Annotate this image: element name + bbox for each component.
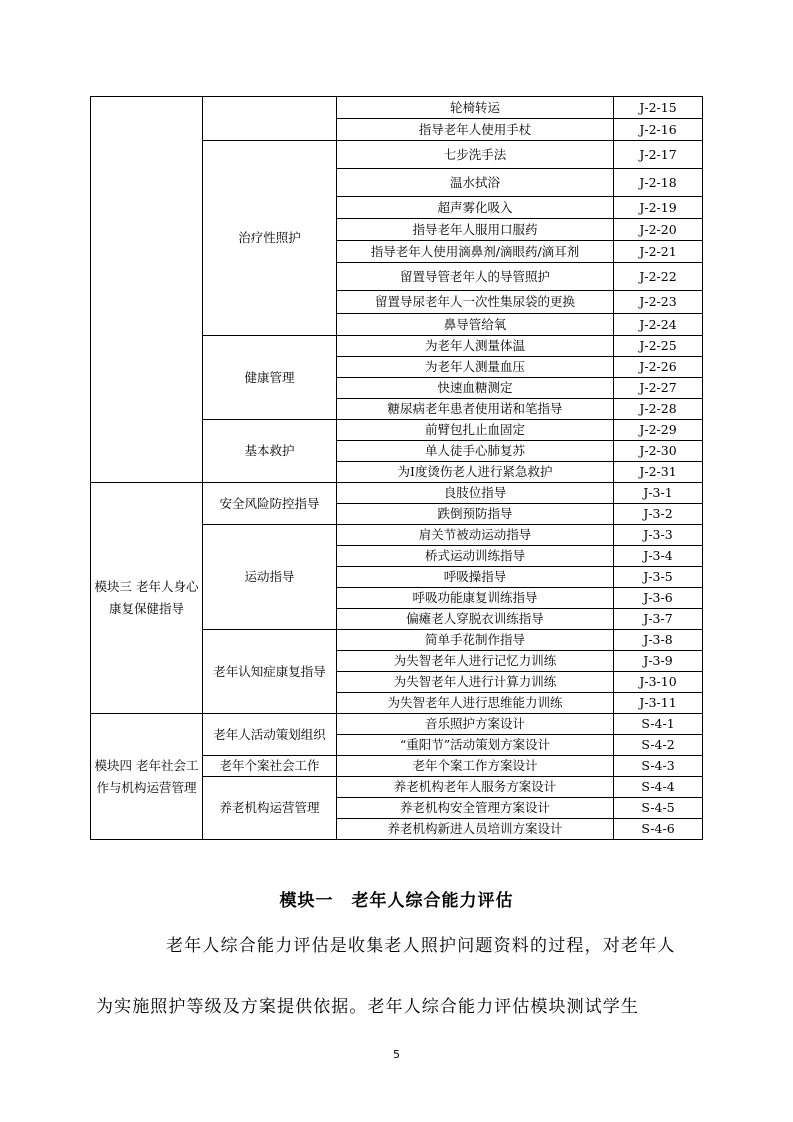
code-cell: J-3-5 <box>614 567 703 588</box>
group-cell: 老年个案社会工作 <box>203 756 337 777</box>
item-cell: 留置导尿老年人一次性集尿袋的更换 <box>337 291 614 314</box>
table-row <box>91 97 703 119</box>
code-cell: J-3-6 <box>614 588 703 609</box>
item-cell: 为失智老年人进行计算力训练 <box>337 672 614 693</box>
item-cell: 呼吸操指导 <box>337 567 614 588</box>
code-cell: J-2-22 <box>614 263 703 291</box>
code-cell: J-2-20 <box>614 219 703 241</box>
group-cell: 安全风险防控指导 <box>203 483 337 525</box>
body-paragraph-line-1: 老年人综合能力评估是收集老人照护问题资料的过程，对老年人 <box>166 936 676 956</box>
item-cell: 为失智老年人进行记忆力训练 <box>337 651 614 672</box>
page-number: 5 <box>393 1048 400 1061</box>
item-cell: 音乐照护方案设计 <box>337 714 614 735</box>
item-cell: 糖尿病老年患者使用诺和笔指导 <box>337 399 614 420</box>
item-cell: 温水拭浴 <box>337 169 614 197</box>
code-cell: S-4-6 <box>614 819 703 840</box>
item-cell: 桥式运动训练指导 <box>337 546 614 567</box>
code-cell: J-2-28 <box>614 399 703 420</box>
module-cell <box>91 97 203 483</box>
code-cell: J-2-23 <box>614 291 703 314</box>
assessment-items-table <box>90 96 703 840</box>
item-cell: 指导老年人使用手杖 <box>337 119 614 141</box>
group-cell: 老年人活动策划组织 <box>203 714 337 756</box>
code-cell: J-3-7 <box>614 609 703 630</box>
code-cell: J-2-21 <box>614 241 703 263</box>
code-cell: J-2-26 <box>614 357 703 378</box>
code-cell: J-3-4 <box>614 546 703 567</box>
code-cell: S-4-5 <box>614 798 703 819</box>
item-cell: 七步洗手法 <box>337 141 614 169</box>
item-cell: 为老年人测量血压 <box>337 357 614 378</box>
table-row <box>91 483 703 504</box>
group-cell: 基本救护 <box>203 420 337 483</box>
item-cell: 简单手花制作指导 <box>337 630 614 651</box>
item-cell: 指导老年人服用口服药 <box>337 219 614 241</box>
code-cell: J-2-16 <box>614 119 703 141</box>
module-cell: 模块三 老年人身心康复保健指导 <box>91 483 203 714</box>
group-cell: 运动指导 <box>203 525 337 630</box>
item-cell: 前臂包扎止血固定 <box>337 420 614 441</box>
group-cell: 治疗性照护 <box>203 141 337 336</box>
code-cell: J-2-25 <box>614 336 703 357</box>
code-cell: S-4-3 <box>614 756 703 777</box>
group-cell: 健康管理 <box>203 336 337 420</box>
code-cell: J-2-18 <box>614 169 703 197</box>
code-cell: J-3-10 <box>614 672 703 693</box>
code-cell: S-4-1 <box>614 714 703 735</box>
group-cell: 养老机构运营管理 <box>203 777 337 840</box>
item-cell: 老年个案工作方案设计 <box>337 756 614 777</box>
code-cell: J-2-29 <box>614 420 703 441</box>
item-cell: 单人徒手心肺复苏 <box>337 441 614 462</box>
item-cell: 为失智老年人进行思维能力训练 <box>337 693 614 714</box>
code-cell: J-2-30 <box>614 441 703 462</box>
item-cell: 超声雾化吸入 <box>337 197 614 219</box>
item-cell: 偏瘫老人穿脱衣训练指导 <box>337 609 614 630</box>
code-cell: J-2-17 <box>614 141 703 169</box>
item-cell: “重阳节”活动策划方案设计 <box>337 735 614 756</box>
item-cell: 养老机构新进人员培训方案设计 <box>337 819 614 840</box>
code-cell: J-3-11 <box>614 693 703 714</box>
group-cell <box>203 97 337 141</box>
code-cell: J-3-1 <box>614 483 703 504</box>
table-row <box>91 714 703 735</box>
item-cell: 养老机构老年人服务方案设计 <box>337 777 614 798</box>
item-cell: 良肢位指导 <box>337 483 614 504</box>
code-cell: J-2-27 <box>614 378 703 399</box>
item-cell: 鼻导管给氧 <box>337 314 614 336</box>
module-cell: 模块四 老年社会工作与机构运营管理 <box>91 714 203 840</box>
item-cell: 指导老年人使用滴鼻剂/滴眼药/滴耳剂 <box>337 241 614 263</box>
code-cell: J-3-2 <box>614 504 703 525</box>
item-cell: 快速血糖测定 <box>337 378 614 399</box>
code-cell: J-2-19 <box>614 197 703 219</box>
item-cell: 呼吸功能康复训练指导 <box>337 588 614 609</box>
code-cell: S-4-2 <box>614 735 703 756</box>
code-cell: J-2-15 <box>614 97 703 119</box>
code-cell: J-3-9 <box>614 651 703 672</box>
section-heading: 模块一 老年人综合能力评估 <box>279 891 514 911</box>
item-cell: 为老年人测量体温 <box>337 336 614 357</box>
group-cell: 老年认知症康复指导 <box>203 630 337 714</box>
item-cell: 留置导管老年人的导管照护 <box>337 263 614 291</box>
item-cell: 为Ⅰ度烫伤老人进行紧急救护 <box>337 462 614 483</box>
code-cell: S-4-4 <box>614 777 703 798</box>
code-cell: J-3-8 <box>614 630 703 651</box>
code-cell: J-3-3 <box>614 525 703 546</box>
item-cell: 跌倒预防指导 <box>337 504 614 525</box>
item-cell: 养老机构安全管理方案设计 <box>337 798 614 819</box>
item-cell: 轮椅转运 <box>337 97 614 119</box>
body-paragraph-line-2: 为实施照护等级及方案提供依据。老年人综合能力评估模块测试学生 <box>96 997 639 1017</box>
item-cell: 肩关节被动运动指导 <box>337 525 614 546</box>
code-cell: J-2-24 <box>614 314 703 336</box>
code-cell: J-2-31 <box>614 462 703 483</box>
